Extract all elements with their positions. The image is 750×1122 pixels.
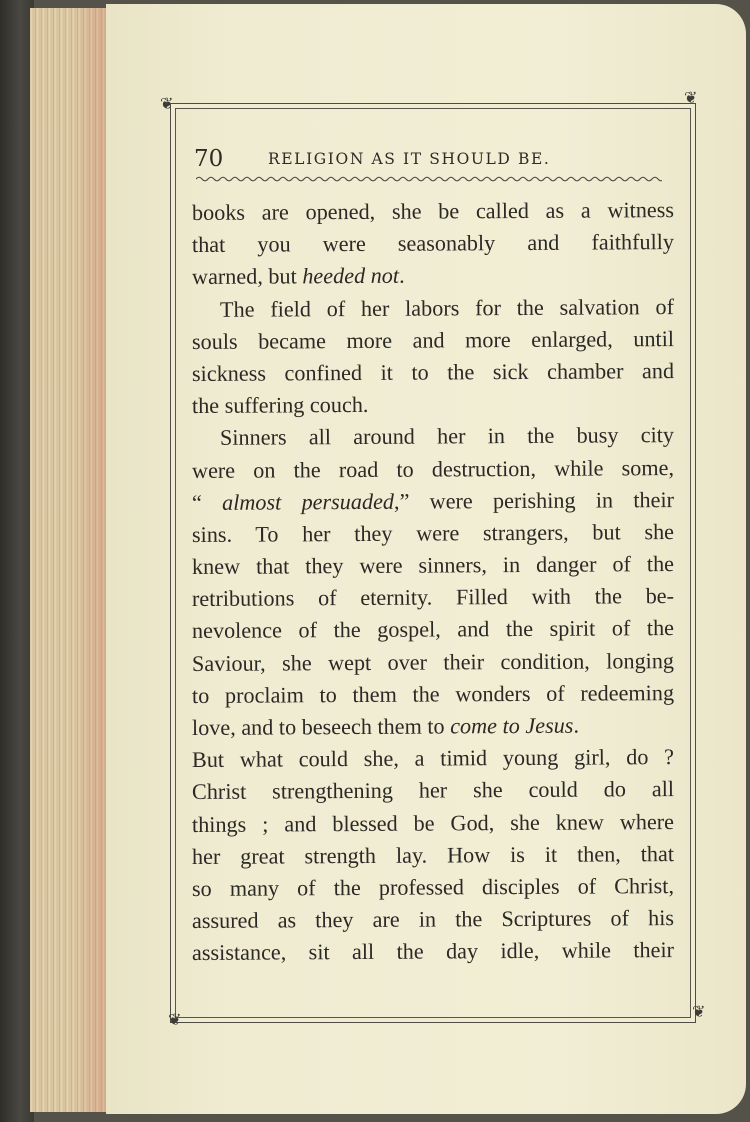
italic-text-run: almost persuaded [222,488,395,515]
text-line [192,645,674,680]
page-edges [30,8,114,1112]
text-run: Saviour, she wept over their condition, longing [191,647,675,676]
text-line [192,612,674,647]
text-run: the suffering couch. [191,392,369,419]
book-spine [0,0,34,1122]
text-line [192,709,674,744]
corner-ornament-top-right: ❦ [684,88,698,107]
text-line [192,291,674,326]
corner-ornament-top-left: ❦ [160,94,174,113]
text-run: assured as they are in the Scriptures of his [191,905,675,934]
text-run: . [398,263,405,289]
text-line [192,226,674,261]
text-run: retributions of eternity. Filled with the be- [191,583,675,612]
page-number: 70 [194,146,224,172]
text-line [192,902,674,937]
wavy-rule [196,174,662,184]
text-run: her great strength lay. How is it then, that [191,840,675,869]
text-line [192,677,674,712]
italic-text-run: heeded not [302,263,400,289]
text-run: sickness confined it to the sick chamber and [191,357,675,386]
italic-text-run: come to Jesus [450,712,574,739]
text-line [192,387,674,422]
text-line [192,870,674,905]
running-title: RELIGION AS IT SHOULD BE. [268,150,551,168]
text-line [192,516,674,551]
running-head [194,144,664,178]
text-line [192,773,674,808]
text-run: knew that they were sinners, in danger of the [191,551,675,580]
text-line [192,258,674,293]
text-run: were on the road to destruction, while some, [191,454,675,483]
text-run: ,” were perishing in their [393,486,675,514]
text-line [192,838,674,873]
text-run: nevolence of the gospel, and the spirit of the [191,615,675,644]
text-run: books are opened, she be called as a witness [191,197,675,225]
text-run: love, and to beseech them to [191,713,451,740]
text-run: Christ strengthening her she could do all [191,776,675,805]
text-run: Sinners all around her in the busy city [219,422,675,451]
text-line [192,452,674,487]
text-line [192,934,674,969]
text-run: things ; and blessed be God, she knew where [191,808,675,837]
body-text [192,197,674,970]
text-line [192,741,674,776]
text-line [192,419,674,454]
text-run: “ [191,489,223,515]
text-run: so many of the professed disciples of Christ, [191,872,675,901]
text-run: But what could she, a timid young girl, do ? [191,744,675,773]
text-run: that you were seasonably and faithfully [191,229,675,258]
text-line [192,484,674,519]
text-run: warned, but [191,263,303,290]
text-line [192,355,674,390]
text-run: souls became more and more enlarged, until [191,325,675,354]
text-run: The field of her labors for the salvation of [219,293,675,322]
text-line [192,806,674,841]
corner-ornament-bottom-right: ❦ [692,1002,706,1021]
text-run: . [573,712,580,738]
text-line [192,580,674,615]
text-run: to proclaim to them the wonders of redeeming [191,679,675,708]
text-run: sins. To her they were strangers, but she [191,518,675,547]
corner-ornament-bottom-left: ❦ [168,1010,182,1029]
text-line [192,194,674,229]
text-line [192,548,674,583]
text-run: assistance, sit all the day idle, while their [191,937,675,966]
text-line [192,323,674,358]
